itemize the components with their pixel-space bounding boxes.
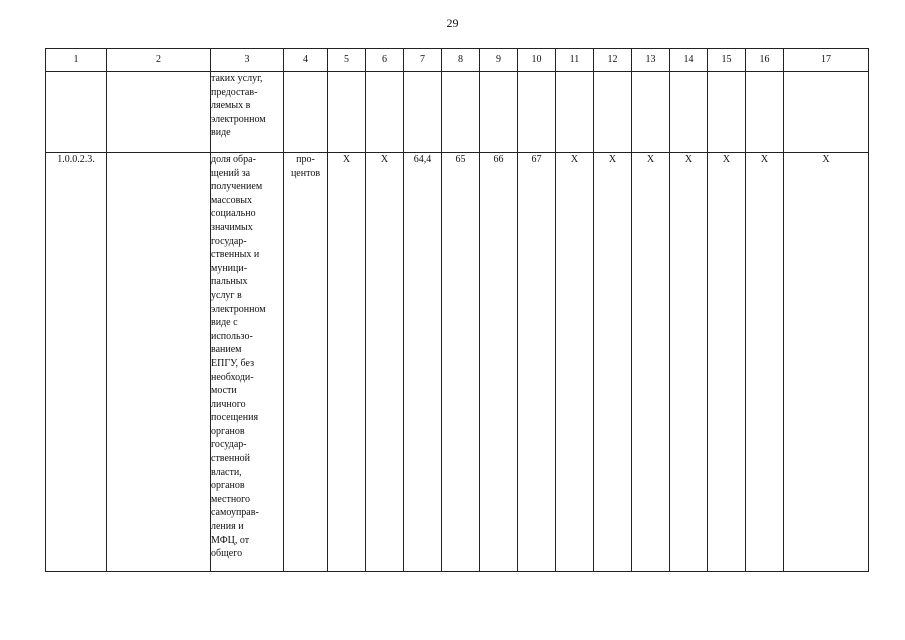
column-header: 16	[746, 49, 784, 72]
table-cell	[784, 72, 869, 153]
table-cell	[107, 153, 211, 572]
text-line: личного	[211, 398, 246, 410]
table-row-continuation	[46, 72, 869, 153]
page-number: 29	[446, 16, 459, 30]
text-line: муници-	[211, 262, 248, 274]
column-header: 13	[632, 49, 670, 72]
header-row	[46, 49, 869, 72]
table-cell	[556, 72, 594, 153]
table-cell	[366, 72, 404, 153]
table-cell	[632, 72, 670, 153]
text-line: ственной	[211, 453, 250, 465]
value-cell: Х	[328, 153, 366, 572]
text-line: электронном	[211, 113, 266, 125]
text-line: ЕПГУ, без	[211, 357, 255, 369]
text-line: ляемых в	[211, 100, 251, 112]
value-cell: Х	[784, 153, 869, 572]
table-cell	[518, 72, 556, 153]
table-cell	[708, 72, 746, 153]
column-header: 10	[518, 49, 556, 72]
column-header: 2	[107, 49, 211, 72]
indicator-name-cell	[211, 72, 284, 153]
text-line: значимых	[211, 221, 253, 233]
text-line: ственных и	[211, 249, 260, 261]
value-cell: 67	[518, 153, 556, 572]
unit-line: про-	[296, 154, 315, 165]
value-cell: Х	[670, 153, 708, 572]
text-line: ления и	[211, 521, 244, 533]
value-cell: Х	[708, 153, 746, 572]
value-cell: 65	[442, 153, 480, 572]
text-line: необходи-	[211, 371, 254, 383]
column-header: 9	[480, 49, 518, 72]
text-line: таких услуг,	[211, 73, 263, 84]
value-cell: Х	[556, 153, 594, 572]
text-line: пальных	[211, 276, 248, 288]
column-header: 6	[366, 49, 404, 72]
table-cell	[328, 72, 366, 153]
table-cell	[594, 72, 632, 153]
text-line: посещения	[211, 412, 259, 424]
value-cell: Х	[594, 153, 632, 572]
table-cell	[107, 72, 211, 153]
column-header: 3	[211, 49, 284, 72]
column-header: 4	[284, 49, 328, 72]
text-line: государ-	[211, 235, 247, 247]
table-cell	[46, 72, 107, 153]
text-line: МФЦ, от	[211, 534, 250, 546]
text-line: социально	[211, 208, 256, 220]
text-line: местного	[211, 493, 251, 505]
text-line: виде с	[211, 317, 238, 329]
table-cell	[442, 72, 480, 153]
table-cell	[404, 72, 442, 153]
column-header: 8	[442, 49, 480, 72]
table-cell	[746, 72, 784, 153]
column-header: 15	[708, 49, 746, 72]
table-row-indicator	[46, 153, 869, 572]
text-line: общего	[211, 548, 243, 560]
text-line: мости	[211, 385, 237, 397]
text-line: государ-	[211, 439, 247, 451]
column-header: 12	[594, 49, 632, 72]
text-line: получением	[211, 181, 263, 193]
text-line: услуг в	[211, 289, 242, 301]
text-line: органов	[211, 480, 245, 492]
table-cell	[670, 72, 708, 153]
text-line: виде	[211, 127, 231, 139]
value-cell: Х	[366, 153, 404, 572]
indicator-name-cell	[211, 153, 284, 572]
unit-line: центов	[290, 167, 321, 179]
text-line: использо-	[211, 330, 253, 342]
column-header: 1	[46, 49, 107, 72]
value-cell: Х	[632, 153, 670, 572]
text-line: самоуправ-	[211, 507, 259, 519]
column-header: 14	[670, 49, 708, 72]
text-line: электронном	[211, 303, 266, 315]
text-line: массовых	[211, 194, 253, 206]
text-line: предостав-	[211, 86, 258, 98]
column-header: 5	[328, 49, 366, 72]
value-cell: 66	[480, 153, 518, 572]
text-line: доля обра-	[211, 154, 256, 165]
text-line: щений за	[211, 167, 251, 179]
table-cell	[480, 72, 518, 153]
data-table	[45, 48, 869, 572]
table-cell	[284, 72, 328, 153]
column-header: 7	[404, 49, 442, 72]
text-line: ванием	[211, 344, 242, 356]
indicator-code-cell: 1.0.0.2.3.	[46, 153, 107, 572]
column-header: 17	[784, 49, 869, 72]
text-line: органов	[211, 425, 245, 437]
value-cell: Х	[746, 153, 784, 572]
text-line: власти,	[211, 466, 242, 478]
unit-cell	[284, 153, 328, 572]
column-header: 11	[556, 49, 594, 72]
value-cell: 64,4	[404, 153, 442, 572]
